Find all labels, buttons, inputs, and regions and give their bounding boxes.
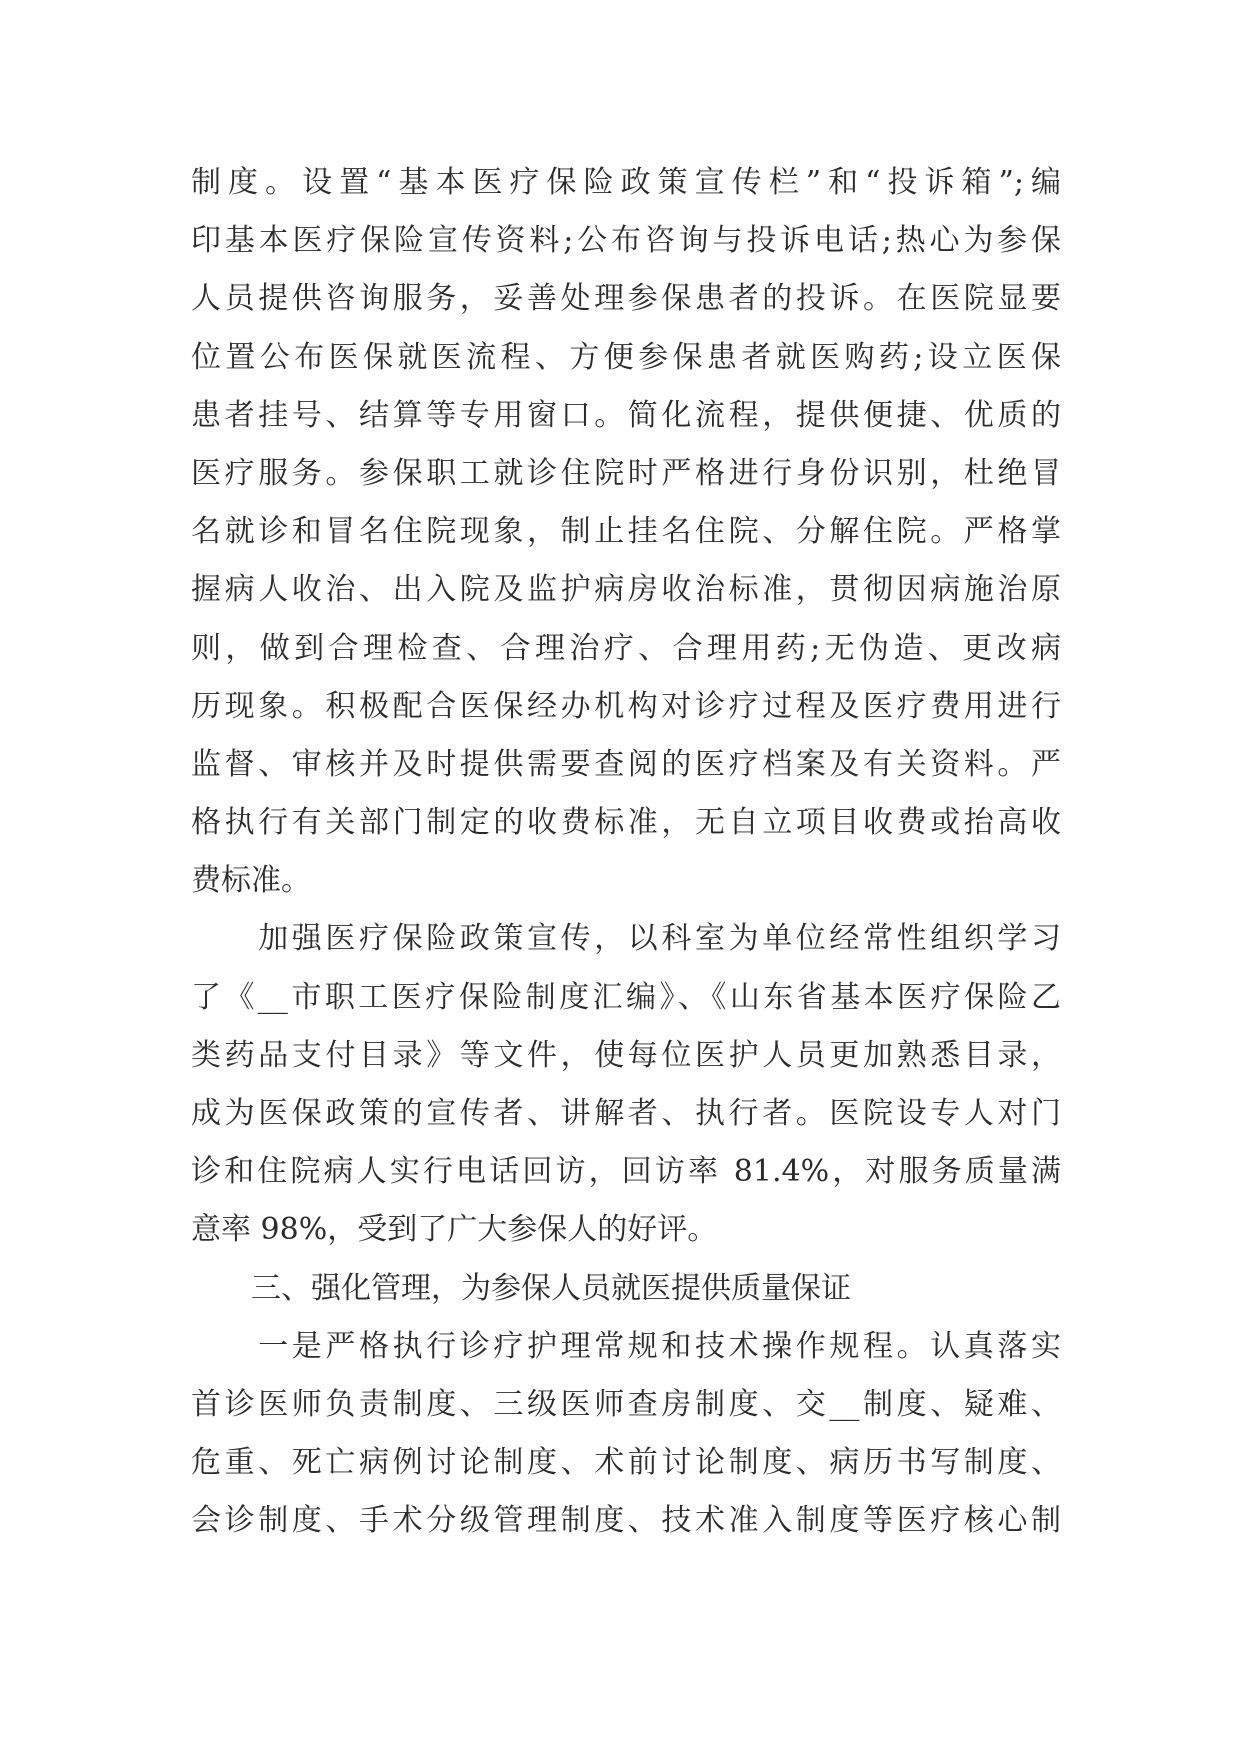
text-line: 成为医保政策的宣传者、讲解者、执行者。医院设专人对门 (191, 1096, 1061, 1131)
text-line: 危重、死亡病例讨论制度、术前讨论制度、病历书写制度、 (191, 1445, 1061, 1481)
text-line: 名就诊和冒名住院现象，制止挂名住院、分解住院。严格掌 (191, 514, 1061, 550)
text-line: 费标准。 (191, 863, 311, 899)
text-line: 会诊制度、手术分级管理制度、技术准入制度等医疗核心制 (191, 1503, 1061, 1539)
text-line: 患者挂号、结算等专用窗口。简化流程，提供便捷、优质的 (191, 397, 1061, 433)
text-line: 诊和住院病人实行电话回访，回访率 81.4%，对服务质量满 (191, 1154, 1061, 1190)
text-line: 人员提供咨询服务，妥善处理参保患者的投诉。在医院显要 (191, 281, 1061, 317)
text-line: 一是严格执行诊疗护理常规和技术操作规程。认真落实 (191, 1328, 1061, 1364)
text-line: 了《__市职工医疗保险制度汇编》、《山东省基本医疗保险乙 (191, 979, 1061, 1015)
text-line: 位置公布医保就医流程、方便参保患者就医购药;设立医保 (191, 339, 1061, 375)
section-heading: 三、强化管理，为参保人员就医提供质量保证 (191, 1270, 851, 1306)
text-line: 制度。设置“基本医疗保险政策宣传栏”和“投诉箱”;编 (191, 165, 1061, 200)
text-line: 历现象。积极配合医保经办机构对诊疗过程及医疗费用进行 (191, 688, 1061, 724)
text-line: 首诊医师负责制度、三级医师查房制度、交__制度、疑难、 (191, 1386, 1061, 1422)
text-line: 则，做到合理检查、合理治疗、合理用药;无伪造、更改病 (191, 630, 1061, 666)
text-line: 监督、审核并及时提供需要查阅的医疗档案及有关资料。严 (191, 746, 1061, 782)
text-line: 握病人收治、出入院及监护病房收治标准，贯彻因病施治原 (191, 572, 1061, 608)
text-line: 医疗服务。参保职工就诊住院时严格进行身份识别，杜绝冒 (191, 455, 1061, 491)
text-line: 类药品支付目录》等文件，使每位医护人员更加熟悉目录， (191, 1037, 1061, 1073)
text-line: 格执行有关部门制定的收费标准，无自立项目收费或抬高收 (191, 805, 1061, 841)
text-line: 加强医疗保险政策宣传，以科室为单位经常性组织学习 (191, 921, 1061, 957)
text-line: 印基本医疗保险宣传资料;公布咨询与投诉电话;热心为参保 (191, 223, 1061, 259)
text-line: 意率 98%，受到了广大参保人的好评。 (191, 1212, 718, 1248)
body-text (191, 154, 1061, 1551)
